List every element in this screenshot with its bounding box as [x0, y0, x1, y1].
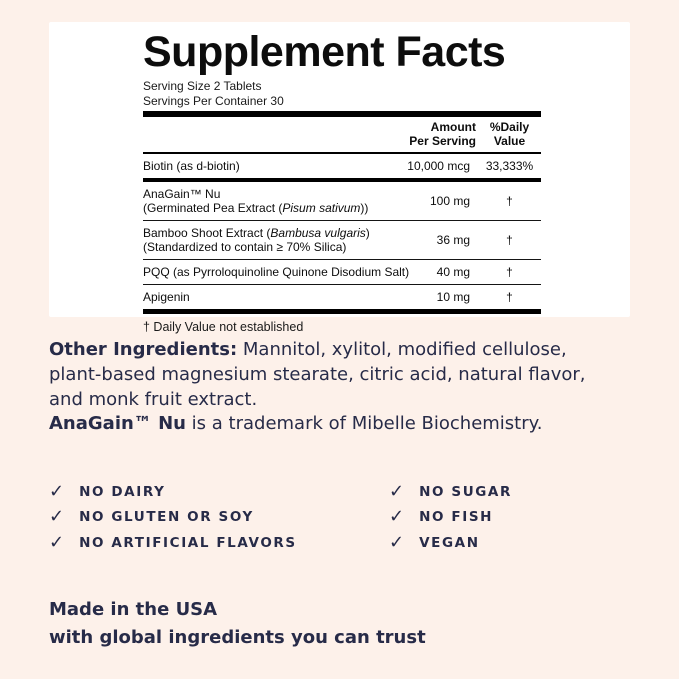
claim-no-fish — [389, 505, 512, 531]
checkmark-icon: ✓ — [49, 506, 65, 528]
ingredient-name: AnaGain™ Nu (Germinated Pea Extract (Pisum sativum)) — [143, 187, 369, 215]
facts-title: Supplement Facts — [143, 28, 506, 76]
claims-column-left — [49, 479, 297, 556]
other-ingredients-line: and monk fruit extract. — [49, 388, 258, 410]
other-ingredients-label: Other Ingredients: — [49, 339, 238, 360]
claims-column-right — [389, 479, 512, 556]
table-row-apigenin — [143, 284, 541, 309]
ingredient-amount: 10 mg — [436, 290, 470, 304]
daily-value-footnote: † Daily Value not established — [143, 320, 304, 334]
checkmark-icon: ✓ — [389, 480, 405, 502]
claim-label: NO ARTIFICIAL FLAVORS — [79, 534, 297, 551]
other-ingredients-section — [49, 338, 649, 437]
claim-label: NO DAIRY — [79, 483, 166, 500]
ingredient-name: Bamboo Shoot Extract (Bambusa vulgaris) (Standardized to contain ≥ 70% Silica) — [143, 226, 370, 254]
checkmark-icon: ✓ — [389, 531, 405, 553]
claim-no-gluten-or-soy — [49, 505, 297, 531]
claim-label: NO FISH — [419, 509, 494, 526]
checkmark-icon: ✓ — [389, 506, 405, 528]
checkmark-icon: ✓ — [49, 531, 65, 553]
other-ingredients-line: plant-based magnesium stearate, citric acid, natural flavor, — [49, 363, 586, 385]
claim-label: NO GLUTEN OR SOY — [79, 509, 254, 526]
claim-vegan — [389, 530, 512, 556]
claim-label: NO SUGAR — [419, 483, 512, 500]
claim-no-artificial-flavors — [49, 530, 297, 556]
ingredient-daily-value: † — [506, 233, 513, 247]
ingredient-amount: 36 mg — [436, 233, 470, 247]
ingredient-amount: 40 mg — [436, 265, 470, 279]
supplement-facts-panel — [49, 22, 630, 334]
serving-info — [143, 79, 541, 108]
origin-line-1: Made in the USA — [49, 599, 218, 620]
trademark-note: AnaGain™ Nu is a trademark of Mibelle Biochemistry. — [49, 413, 543, 435]
table-row-bamboo — [143, 220, 541, 259]
serving-size: Serving Size 2 Tablets — [143, 79, 262, 93]
origin-statement — [49, 596, 426, 651]
ingredient-amount: 10,000 mcg — [407, 159, 470, 173]
claim-no-sugar — [389, 479, 512, 505]
ingredient-name: Biotin (as d-biotin) — [143, 159, 240, 173]
ingredient-name: Apigenin — [143, 290, 190, 304]
other-ingredients-line: Other Ingredients: Mannitol, xylitol, modified cellulose, — [49, 339, 567, 360]
column-header-amount: Amount Per Serving — [409, 120, 476, 148]
ingredient-daily-value: 33,333% — [485, 159, 534, 173]
ingredient-daily-value: † — [506, 194, 513, 208]
ingredient-name: PQQ (as Pyrroloquinoline Quinone Disodium Salt) — [143, 265, 410, 279]
claim-no-dairy — [49, 479, 297, 505]
checkmark-icon: ✓ — [49, 480, 65, 502]
column-header-daily-value: %Daily Value — [489, 120, 530, 148]
table-row-pqq — [143, 259, 541, 284]
table-row-anagain — [143, 182, 541, 220]
claim-label: VEGAN — [419, 534, 480, 551]
servings-per-container: Servings Per Container 30 — [143, 93, 284, 108]
ingredient-daily-value: † — [506, 265, 513, 279]
table-row-biotin — [143, 154, 541, 182]
ingredient-daily-value: † — [506, 290, 513, 304]
ingredient-amount: 100 mg — [429, 194, 470, 208]
trademark-name: AnaGain™ Nu — [49, 413, 186, 435]
supplement-facts-table — [143, 28, 541, 334]
table-header-row — [143, 117, 541, 154]
divider-heavy-bottom — [143, 309, 541, 314]
origin-line-2: with global ingredients you can trust — [49, 626, 426, 648]
